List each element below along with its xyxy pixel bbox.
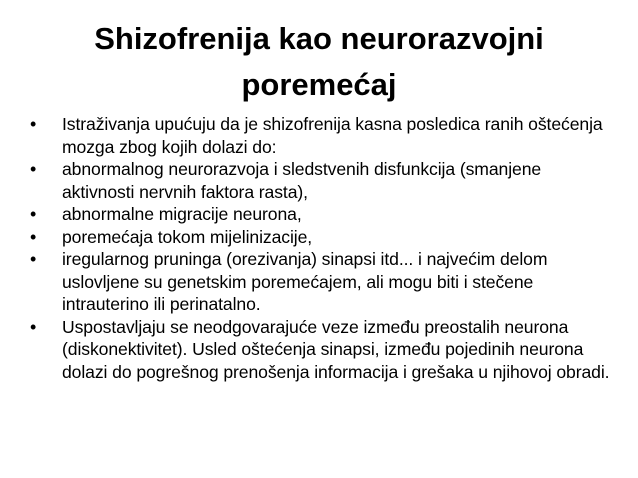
slide-title-line-1: Shizofrenija kao neurorazvojni <box>94 21 544 56</box>
bullet-item: • poremećaja tokom mijelinizacije, <box>30 226 610 249</box>
slide-title-line-2: poremećaj <box>241 67 397 102</box>
slide-title <box>40 16 598 108</box>
bullet-item: • Istraživanja upućuju da je shizofrenija kasna posledica ranih oštećenja mozga zbog kojih dolazi do: <box>30 113 610 158</box>
bullet-item: • abnormalnog neurorazvoja i sledstvenih disfunkcija (smanjene aktivnosti nervnih faktora rasta), <box>30 158 610 203</box>
bullet-item: • Uspostavljaju se neodgovarajuće veze između preostalih neurona (diskonektivitet). Usled oštećenja sinapsi, između pojedinih neurona dolazi do pogrešnog prenošenja informacija i grešaka u njihovoj obradi. <box>30 316 610 384</box>
bullet-list <box>30 113 610 383</box>
bullet-item: • iregularnog pruninga (orezivanja) sinapsi itd... i najvećim delom uslovljene su genetskim poremećajem, ali mogu biti i stečene intrauterino ili perinatalno. <box>30 248 610 316</box>
bullet-item: • abnormalne migracije neurona, <box>30 203 610 226</box>
